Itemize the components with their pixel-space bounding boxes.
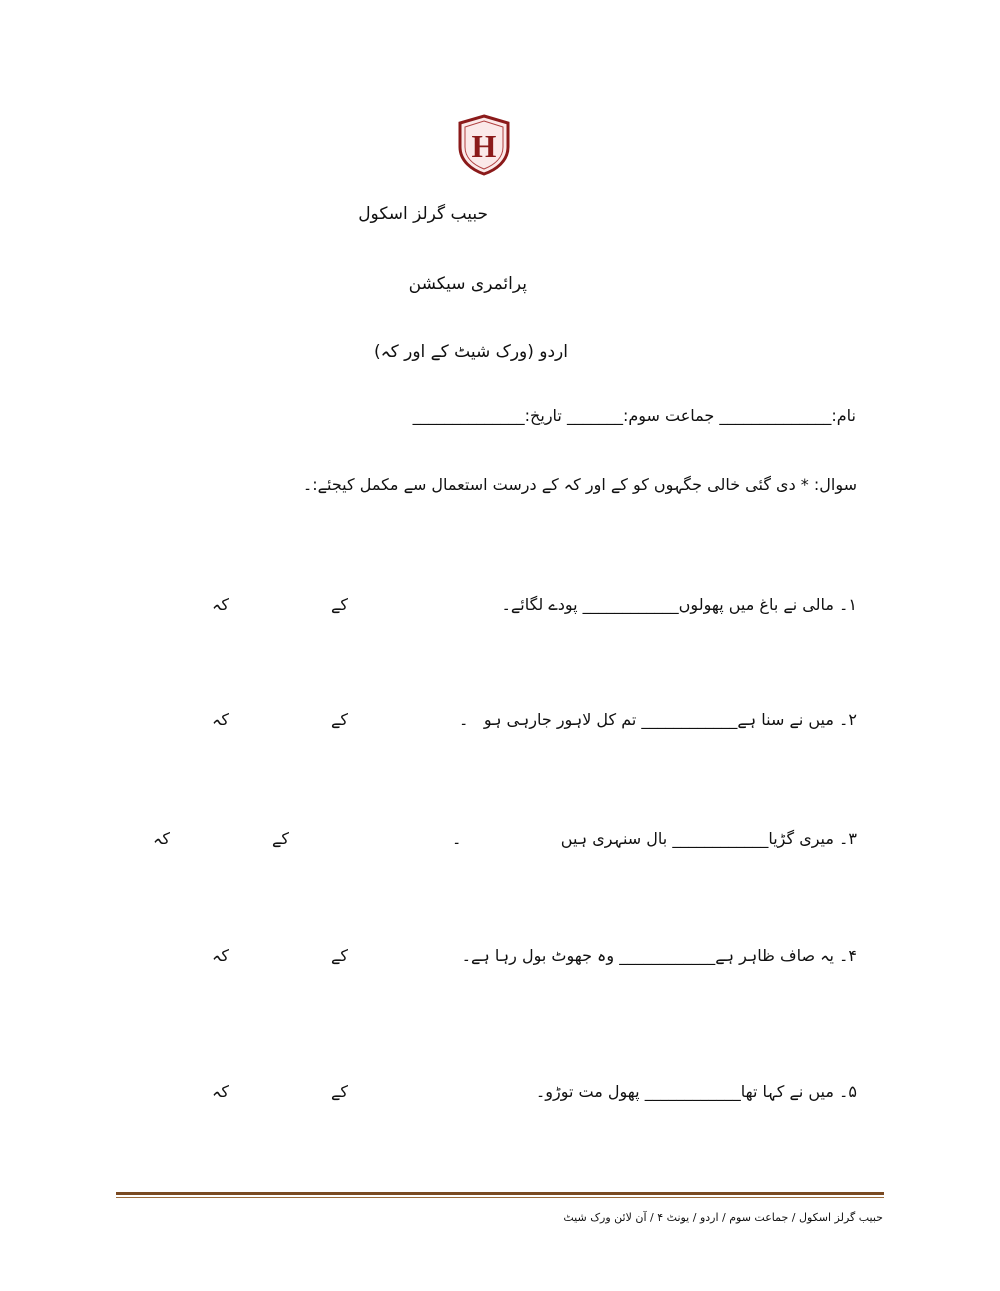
question-2-option-ke[interactable]: کے [331,710,348,729]
instruction-text: سوال: * دی گئی خالی جگہوں کو کے اور کہ کے درست استعمال سے مکمل کیجئے:۔ [302,475,857,494]
footer-rule-thin [116,1197,884,1198]
question-5-text: ۵۔ میں نے کہا تھا____________ پھول مت توڑو۔ [535,1082,857,1101]
logo-letter: H [471,128,497,164]
question-1-option-keh[interactable]: کہ [212,595,229,614]
question-2-option-keh[interactable]: کہ [212,710,229,729]
section-title: پرائمری سیکشن [408,274,527,294]
footer-text: حبیب گرلز اسکول / جماعت سوم / اردو / یونٹ ۴ / آن لائن ورک شیٹ [563,1211,883,1224]
question-5-option-ke[interactable]: کے [331,1082,348,1101]
question-3-option-ke[interactable]: کے [272,829,289,848]
question-5-option-keh[interactable]: کہ [212,1082,229,1101]
question-4-option-ke[interactable]: کے [331,946,348,965]
question-1-option-ke[interactable]: کے [331,595,348,614]
question-3-dash: ۔ [452,829,462,848]
question-3-option-keh[interactable]: کہ [153,829,170,848]
question-3-text: ۳۔ میری گڑیا____________ بال سنہری ہیں [560,829,857,848]
school-name: حبیب گرلز اسکول [358,204,488,224]
question-2-dash: ۔ [459,710,469,729]
question-4-option-keh[interactable]: کہ [212,946,229,965]
question-1-text: ۱۔ مالی نے باغ میں پھولوں____________ پودے لگائے۔ [501,595,857,614]
student-info-line: نام:______________ جماعت سوم:_______ تاریخ:______________ [412,406,856,425]
worksheet-title: اردو (ورک شیٹ کے اور کہ) [374,342,568,362]
question-2-text: ۲۔ میں نے سنا ہے____________ تم کل لاہور جارہی ہو [483,710,857,729]
question-4-text: ۴۔ یہ صاف ظاہر ہے____________ وہ جھوٹ بول رہا ہے۔ [461,946,857,965]
footer-rule [116,1192,884,1195]
school-logo [456,113,512,177]
